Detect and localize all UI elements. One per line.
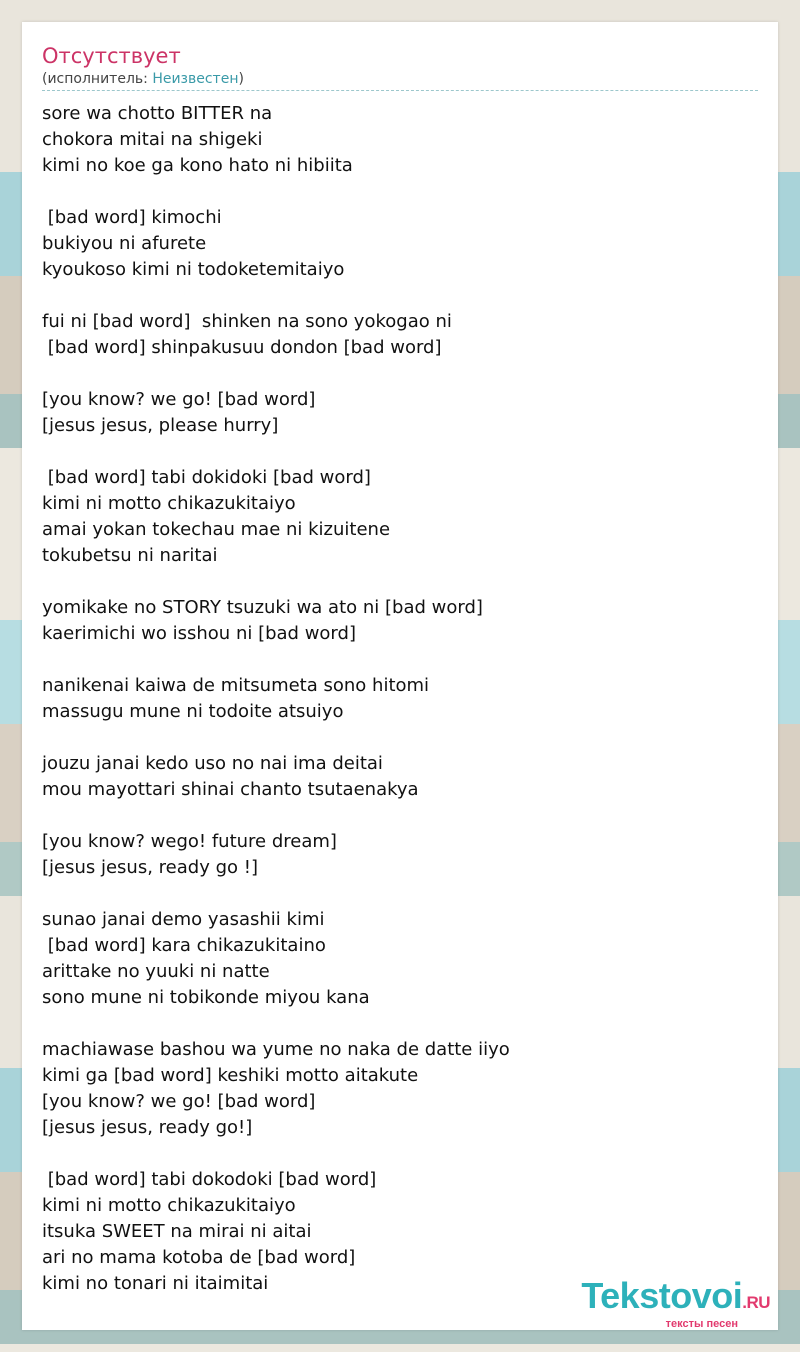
lyrics-stanza xyxy=(42,595,758,647)
lyric-line: sono mune ni tobikonde miyou kana xyxy=(42,987,370,1008)
artist-label: (исполнитель: xyxy=(42,71,153,87)
lyrics-stanza xyxy=(42,673,758,725)
artist-close: ) xyxy=(238,71,244,87)
lyric-line: [jesus jesus, ready go!] xyxy=(42,1117,253,1138)
lyric-line: kimi ga [bad word] keshiki motto aitakute xyxy=(42,1065,419,1086)
lyric-line: kimi ni motto chikazukitaiyo xyxy=(42,1195,296,1216)
lyric-line: itsuka SWEET na mirai ni aitai xyxy=(42,1221,312,1242)
lyrics-stanza xyxy=(42,387,758,439)
lyrics-stanza xyxy=(42,101,758,179)
lyric-line: [bad word] tabi dokodoki [bad word] xyxy=(42,1169,377,1190)
lyric-line: massugu mune ni todoite atsuiyo xyxy=(42,701,344,722)
lyric-line: nanikenai kaiwa de mitsumeta sono hitomi xyxy=(42,675,430,696)
lyric-line: kimi no tonari ni itaimitai xyxy=(42,1273,269,1294)
lyric-line: yomikake no STORY tsuzuki wa ato ni [bad word] xyxy=(42,597,483,618)
lyric-line: fui ni [bad word] shinken na sono yokogao ni xyxy=(42,311,452,332)
lyric-line: tokubetsu ni naritai xyxy=(42,545,218,566)
lyric-line: kimi no koe ga kono hato ni hibiita xyxy=(42,155,353,176)
lyrics-stanza xyxy=(42,751,758,803)
lyrics-stanza xyxy=(42,465,758,569)
lyric-line: jouzu janai kedo uso no nai ima deitai xyxy=(42,753,383,774)
lyrics-stanza xyxy=(42,907,758,1011)
lyric-line: [you know? wego! future dream] xyxy=(42,831,337,852)
lyrics-stanza xyxy=(42,309,758,361)
lyrics-stanza xyxy=(42,1037,758,1141)
lyric-line: [bad word] kimochi xyxy=(42,207,222,228)
lyric-line: [jesus jesus, ready go !] xyxy=(42,857,258,878)
lyrics-stanza xyxy=(42,829,758,881)
lyric-line: arittake no yuuki ni natte xyxy=(42,961,270,982)
logo-name: Tekstovoi xyxy=(581,1275,743,1316)
lyric-line: [bad word] tabi dokidoki [bad word] xyxy=(42,467,371,488)
lyric-line: [bad word] shinpakusuu dondon [bad word] xyxy=(42,337,442,358)
site-logo[interactable] xyxy=(581,1275,770,1330)
lyric-line: mou mayottari shinai chanto tsutaenakya xyxy=(42,779,419,800)
lyric-line: machiawase bashou wa yume no naka de datte iiyo xyxy=(42,1039,510,1060)
lyric-line: kimi ni motto chikazukitaiyo xyxy=(42,493,296,514)
lyric-line: [you know? we go! [bad word] xyxy=(42,389,316,410)
lyrics-stanza xyxy=(42,205,758,283)
lyric-line: chokora mitai na shigeki xyxy=(42,129,263,150)
logo-tld: .RU xyxy=(742,1293,770,1312)
lyric-line: [you know? we go! [bad word] xyxy=(42,1091,316,1112)
lyrics-card xyxy=(22,22,778,1330)
logo-tagline: тексты песен xyxy=(665,1318,738,1330)
lyric-line: [jesus jesus, please hurry] xyxy=(42,415,279,436)
artist-link[interactable]: Неизвестен xyxy=(152,71,239,87)
lyric-line: sunao janai demo yasashii kimi xyxy=(42,909,325,930)
lyric-line: ari no mama kotoba de [bad word] xyxy=(42,1247,356,1268)
lyric-line: amai yokan tokechau mae ni kizuitene xyxy=(42,519,391,540)
lyric-line: kaerimichi wo isshou ni [bad word] xyxy=(42,623,356,644)
lyric-line: [bad word] kara chikazukitaino xyxy=(42,935,326,956)
artist-line xyxy=(42,70,758,91)
lyrics-body xyxy=(42,101,758,1297)
lyric-line: bukiyou ni afurete xyxy=(42,233,207,254)
song-title: Отсутствует xyxy=(42,44,181,68)
lyric-line: sore wa chotto BITTER na xyxy=(42,103,273,124)
lyric-line: kyoukoso kimi ni todoketemitaiyo xyxy=(42,259,345,280)
